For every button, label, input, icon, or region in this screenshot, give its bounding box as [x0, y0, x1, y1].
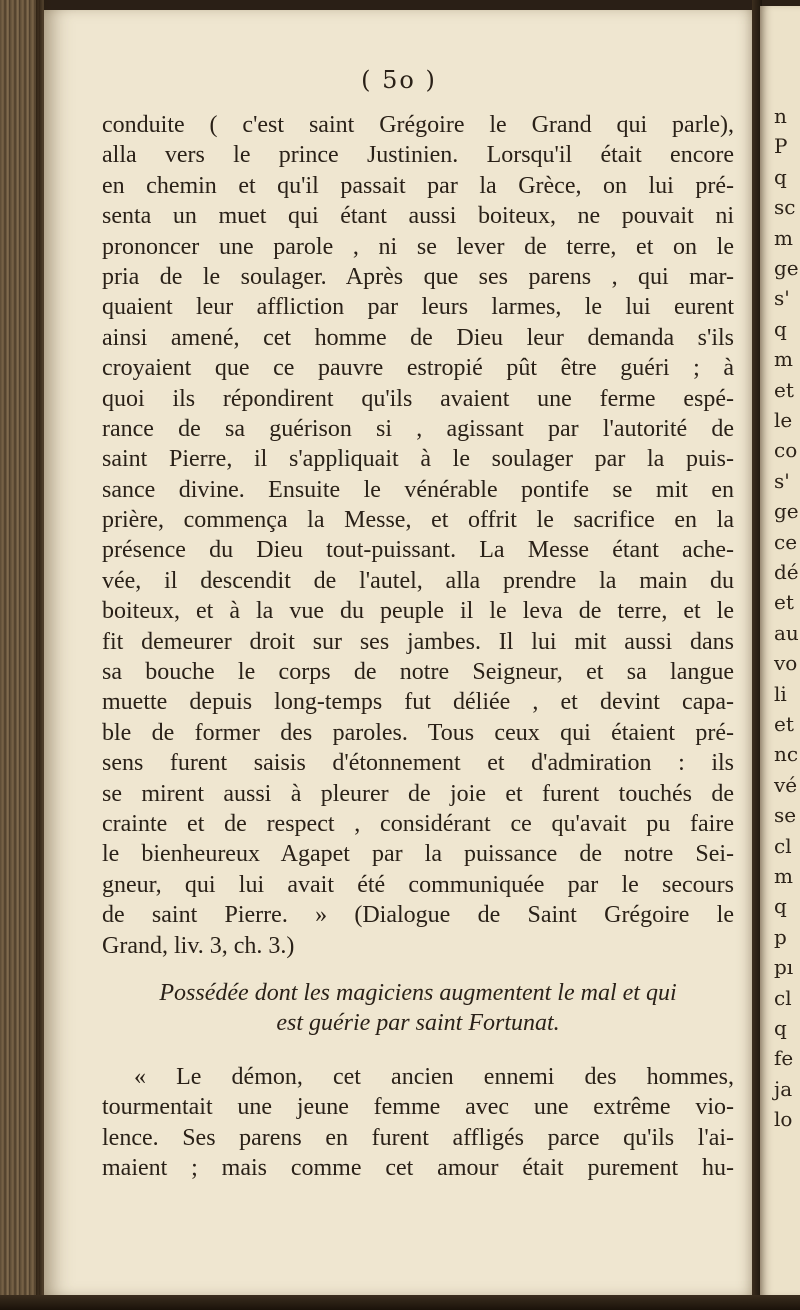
book-bottom-edge	[0, 1295, 800, 1310]
next-page-fragment: lo	[774, 1107, 793, 1132]
text-line: crainte et de respect , considérant ce qu'avait pu faire	[102, 810, 734, 837]
next-page-fragment: cl	[774, 985, 792, 1010]
next-page-fragment: q	[774, 1016, 787, 1040]
next-page-fragment: se	[774, 803, 797, 828]
text-line: quoi ils répondirent qu'ils avaient une ferme espé-	[102, 385, 734, 412]
next-page-fragment: et	[774, 377, 794, 402]
next-page-fragment: P	[774, 134, 788, 159]
text-line: croyaient que ce pauvre estropié pût être guéri ; à	[102, 355, 734, 382]
next-page-fragment: nc	[774, 742, 799, 767]
text-line: ble de former des paroles. Tous ceux qui étaient pré-	[102, 719, 734, 746]
text-line: alla vers le prince Justinien. Lorsqu'il était encore	[102, 142, 734, 169]
next-page-fragment: sc	[774, 195, 796, 220]
next-page-fragment: vo	[774, 651, 798, 676]
text-line: boiteux, et à la vue du peuple il le leva de terre, et le	[102, 598, 734, 625]
next-page-fragment: q	[774, 164, 787, 189]
next-page-fragment: n	[774, 104, 787, 128]
text-line: de saint Pierre. » (Dialogue de Saint Grégoire le	[102, 902, 734, 929]
next-page-fragment: q	[774, 316, 787, 341]
next-page-fragment: li	[774, 681, 787, 706]
next-page-edge	[760, 6, 800, 1296]
next-page-fragment: s'	[774, 286, 790, 311]
next-page-fragment: fe	[774, 1046, 794, 1071]
text-line: prononcer une parole , ni se lever de terre, et on le	[102, 233, 734, 260]
text-line: pria de le soulager. Après que ses parens , qui mar-	[102, 263, 734, 290]
text-line: saint Pierre, il s'appliquait à le soulager par la puis-	[102, 446, 734, 473]
next-page-fragment: ge	[774, 499, 799, 524]
text-line: lence. Ses parens en furent affligés parce qu'ils l'ai-	[102, 1124, 734, 1151]
next-page-fragment: vé	[774, 772, 798, 797]
next-page-fragment: le	[774, 408, 793, 432]
next-page-fragment: m	[774, 347, 793, 372]
text-line: gneur, qui lui avait été communiquée par le secours	[102, 871, 734, 898]
text-line: muette depuis long-temps fut déliée , et devint capa-	[102, 689, 734, 716]
heading-line: est guérie par saint Fortunat.	[276, 1010, 560, 1036]
next-page-fragment: m	[774, 225, 793, 250]
book-page	[44, 10, 754, 1295]
text-line: se mirent aussi à pleurer de joie et furent touchés de	[102, 780, 734, 807]
section-heading	[102, 978, 734, 1038]
text-line: senta un muet qui étant aussi boiteux, ne pouvait ni	[102, 203, 734, 230]
paragraph-1	[102, 110, 734, 961]
next-page-fragment: pı	[774, 955, 794, 980]
text-line: ainsi amené, cet homme de Dieu leur demanda s'ils	[102, 324, 734, 351]
next-page-fragment: ge	[774, 256, 799, 280]
next-page-fragment: m	[774, 864, 793, 888]
heading-line: Possédée dont les magiciens augmentent le mal et qui	[159, 980, 677, 1006]
next-page-fragment: co	[774, 438, 798, 463]
next-page-fragment: au	[774, 620, 799, 645]
text-line: sens furent saisis d'étonnement et d'admiration : ils	[102, 750, 734, 777]
next-page-fragment: s'	[774, 468, 790, 493]
text-line: conduite ( c'est saint Grégoire le Grand qui parle),	[102, 112, 734, 138]
text-line: sance divine. Ensuite le vénérable pontife se mit en	[102, 476, 734, 503]
page-number: ( 5o )	[361, 66, 437, 94]
next-page-fragment: cl	[774, 833, 792, 858]
next-page-fragment: et	[774, 590, 794, 615]
text-line: en chemin et qu'il passait par la Grèce, on lui pré-	[102, 172, 734, 199]
text-line: prière, commença la Messe, et offrit le sacrifice en la	[102, 507, 734, 534]
text-line: tourmentait une jeune femme avec une extrême vio-	[102, 1094, 734, 1121]
text-line: sa bouche le corps de notre Seigneur, et sa langue	[102, 659, 734, 686]
text-line: « Le démon, cet ancien ennemi des hommes,	[134, 1064, 734, 1090]
text-line: Grand, liv. 3, ch. 3.)	[102, 932, 295, 959]
next-page-fragment: et	[774, 712, 794, 736]
text-line: rance de sa guérison si , agissant par l'autorité de	[102, 415, 734, 442]
text-line: fit demeurer droit sur ses jambes. Il lui mit aussi dans	[102, 628, 734, 655]
next-page-fragment: ce	[774, 529, 798, 554]
text-line: vée, il descendit de l'autel, alla prendre la main du	[102, 567, 734, 594]
next-page-fragment: p	[774, 924, 787, 949]
next-page-fragment: q	[774, 894, 787, 919]
paragraph-2	[102, 1062, 734, 1184]
next-page-fragment: dé	[774, 560, 799, 584]
text-line: maient ; mais comme cet amour était purement hu-	[102, 1155, 734, 1182]
text-line: quaient leur affliction par leurs larmes, le lui eurent	[102, 294, 734, 321]
text-line: le bienheureux Agapet par la puissance de notre Sei-	[102, 841, 734, 868]
text-line: présence du Dieu tout-puissant. La Messe étant ache-	[102, 537, 734, 564]
next-page-fragment: ja	[774, 1076, 793, 1101]
